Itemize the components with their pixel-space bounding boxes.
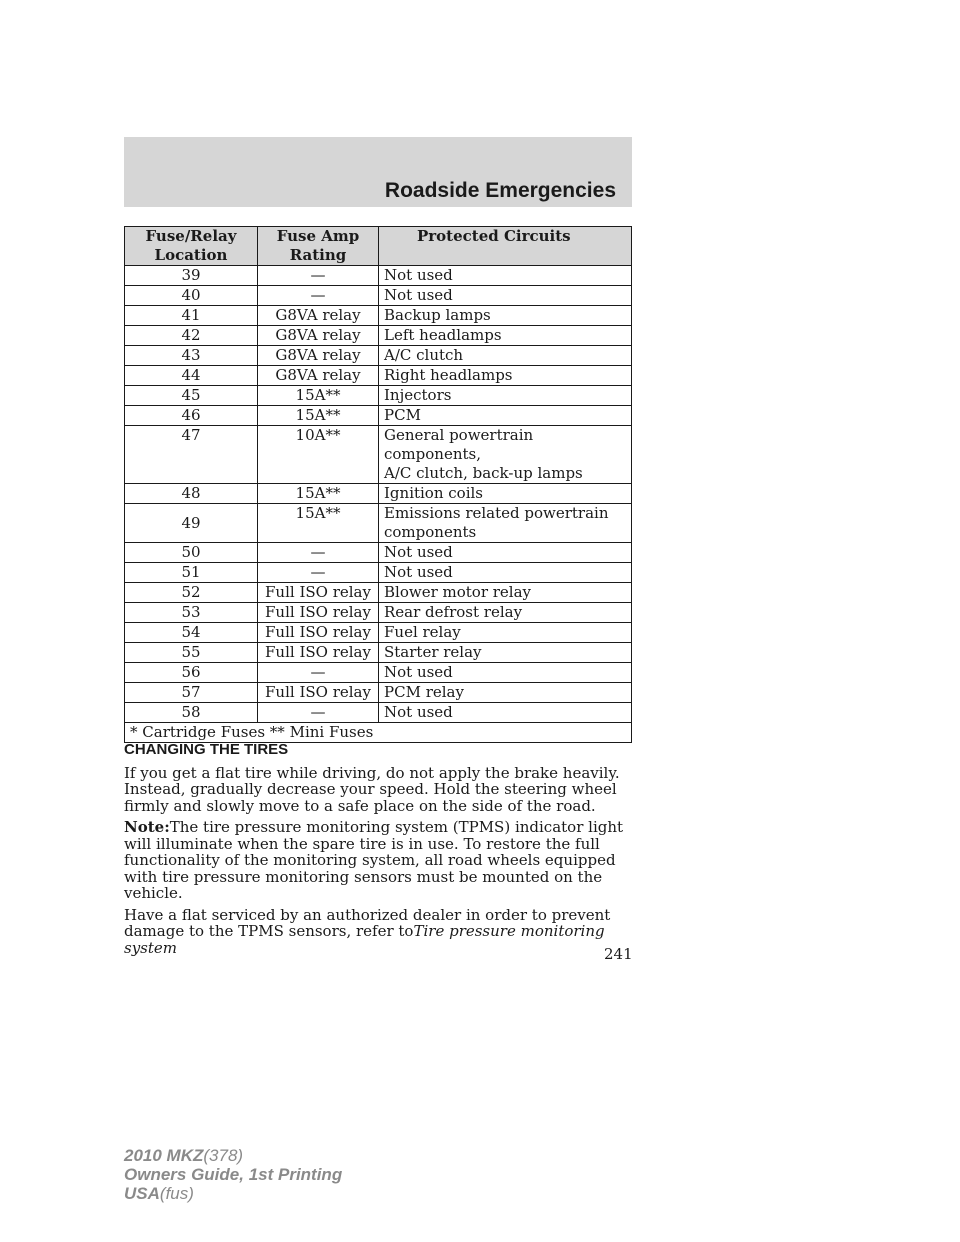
fuse-rating: — xyxy=(258,663,379,683)
fuse-rating: — xyxy=(258,563,379,583)
note-text: The tire pressure monitoring system (TPMS) indicator light will illuminate when the spare tire is in use. To restore the full functionality of the monitoring system, all road wheels equipped with tire pressure monitoring sensors must be mounted on the vehicle. xyxy=(124,818,624,902)
protected-circuits: Left headlamps xyxy=(379,326,632,346)
protected-circuits: Right headlamps xyxy=(379,366,632,386)
fuse-relay-table xyxy=(124,226,632,743)
fuse-rating: 10A** xyxy=(258,426,379,484)
protected-circuits: Not used xyxy=(379,563,632,583)
footer-line-region: USA(fus) xyxy=(124,1184,194,1203)
table-row xyxy=(125,623,632,643)
table-row xyxy=(125,563,632,583)
fuse-rating: — xyxy=(258,703,379,723)
fuse-rating: G8VA relay xyxy=(258,326,379,346)
fuse-location: 45 xyxy=(125,386,258,406)
fuse-rating: — xyxy=(258,266,379,286)
section-title: Roadside Emergencies xyxy=(384,179,616,202)
table-row xyxy=(125,603,632,623)
table-row xyxy=(125,386,632,406)
fuse-location: 39 xyxy=(125,266,258,286)
fuse-location: 57 xyxy=(125,683,258,703)
fuse-location: 40 xyxy=(125,286,258,306)
fuse-rating: Full ISO relay xyxy=(258,603,379,623)
column-header-circuits: Protected Circuits xyxy=(379,227,632,266)
note-paragraph xyxy=(124,819,634,902)
section-header-band xyxy=(124,137,632,207)
protected-circuits: General powertrain components, A/C clutch, back-up lamps xyxy=(379,426,632,484)
fuse-rating: Full ISO relay xyxy=(258,623,379,643)
footer-line-guide: Owners Guide, 1st Printing xyxy=(124,1165,343,1184)
table-row xyxy=(125,306,632,326)
protected-circuits: Rear defrost relay xyxy=(379,603,632,623)
fuse-location: 53 xyxy=(125,603,258,623)
protected-circuits: Injectors xyxy=(379,386,632,406)
table-header-row xyxy=(125,227,632,266)
protected-circuits: PCM xyxy=(379,406,632,426)
fuse-location: 41 xyxy=(125,306,258,326)
fuse-location: 43 xyxy=(125,346,258,366)
table-row xyxy=(125,366,632,386)
protected-circuits: Starter relay xyxy=(379,643,632,663)
fuse-location: 49 xyxy=(125,504,258,543)
fuse-location: 47 xyxy=(125,426,258,484)
fuse-location: 44 xyxy=(125,366,258,386)
protected-circuits: Backup lamps xyxy=(379,306,632,326)
table-row xyxy=(125,484,632,504)
protected-circuits: Not used xyxy=(379,663,632,683)
table-row xyxy=(125,286,632,306)
fuse-location: 42 xyxy=(125,326,258,346)
table-row xyxy=(125,346,632,366)
tpms-reference: Tire pressure monitoring system xyxy=(124,922,605,957)
table-row xyxy=(125,543,632,563)
footer-line-model: 2010 MKZ(378) xyxy=(124,1146,244,1165)
note-label: Note: xyxy=(124,818,170,836)
column-header-location: Fuse/Relay Location xyxy=(125,227,258,266)
table-row xyxy=(125,406,632,426)
changing-tires-section xyxy=(124,742,634,961)
fuse-location: 56 xyxy=(125,663,258,683)
fuse-rating: 15A** xyxy=(258,386,379,406)
fuse-rating: Full ISO relay xyxy=(258,643,379,663)
protected-circuits: Fuel relay xyxy=(379,623,632,643)
table-row xyxy=(125,504,632,543)
protected-circuits: PCM relay xyxy=(379,683,632,703)
service-text: Have a flat serviced by an authorized dealer in order to prevent damage to the TPMS sensors, refer to xyxy=(124,905,611,940)
fuse-location: 48 xyxy=(125,484,258,504)
fuse-rating: G8VA relay xyxy=(258,306,379,326)
service-paragraph xyxy=(124,907,634,957)
fuse-location: 50 xyxy=(125,543,258,563)
fuse-rating: 15A** xyxy=(258,484,379,504)
fuse-rating: — xyxy=(258,286,379,306)
fuse-rating: G8VA relay xyxy=(258,366,379,386)
protected-circuits: Not used xyxy=(379,266,632,286)
table-row xyxy=(125,266,632,286)
fuse-location: 55 xyxy=(125,643,258,663)
fuse-location: 54 xyxy=(125,623,258,643)
page-number: 241 xyxy=(604,945,633,963)
column-header-rating: Fuse Amp Rating xyxy=(258,227,379,266)
protected-circuits: Emissions related powertrain components xyxy=(379,504,632,543)
fuse-rating: G8VA relay xyxy=(258,346,379,366)
table-row xyxy=(125,703,632,723)
fuse-location: 58 xyxy=(125,703,258,723)
protected-circuits: Not used xyxy=(379,703,632,723)
fuse-rating: Full ISO relay xyxy=(258,583,379,603)
table-row xyxy=(125,326,632,346)
section-heading: CHANGING THE TIRES xyxy=(124,741,289,758)
protected-circuits: Blower motor relay xyxy=(379,583,632,603)
fuse-rating: — xyxy=(258,543,379,563)
flat-tire-paragraph: If you get a flat tire while driving, do not apply the brake heavily. Instead, gradually decrease your speed. Hold the steering wheel firmly and slowly move to a safe place on the side of the road. xyxy=(124,763,620,815)
fuse-rating: 15A** xyxy=(258,504,379,543)
fuse-rating: 15A** xyxy=(258,406,379,426)
fuse-location: 46 xyxy=(125,406,258,426)
table-row xyxy=(125,683,632,703)
table-footnote-row xyxy=(125,723,632,743)
fuse-location: 52 xyxy=(125,583,258,603)
table-row xyxy=(125,426,632,484)
protected-circuits: Ignition coils xyxy=(379,484,632,504)
protected-circuits: Not used xyxy=(379,286,632,306)
table-row xyxy=(125,583,632,603)
protected-circuits: Not used xyxy=(379,543,632,563)
print-footer xyxy=(124,1146,342,1203)
table-row xyxy=(125,643,632,663)
table-footnote: * Cartridge Fuses ** Mini Fuses xyxy=(125,723,632,743)
protected-circuits: A/C clutch xyxy=(379,346,632,366)
fuse-location: 51 xyxy=(125,563,258,583)
fuse-rating: Full ISO relay xyxy=(258,683,379,703)
table-row xyxy=(125,663,632,683)
